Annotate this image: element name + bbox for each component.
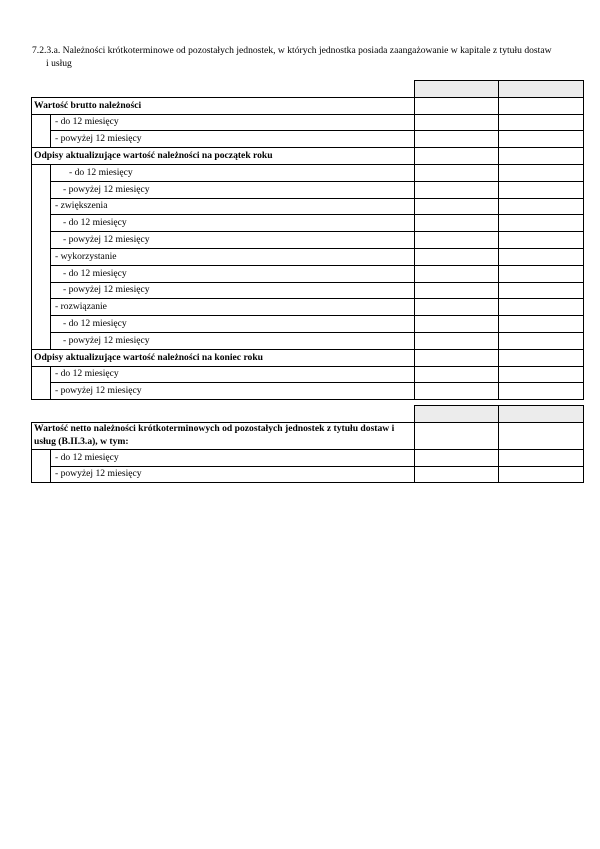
row-label: - powyżej 12 miesięcy bbox=[51, 232, 415, 249]
table-row bbox=[32, 181, 584, 198]
row-label: - powyżej 12 miesięcy bbox=[51, 181, 415, 198]
column-header-cell bbox=[499, 81, 584, 98]
value-cell bbox=[415, 97, 499, 114]
indent-cell bbox=[32, 282, 51, 299]
indent-cell bbox=[32, 198, 51, 215]
table-row bbox=[32, 97, 584, 114]
value-cell bbox=[415, 349, 499, 366]
table-row bbox=[32, 198, 584, 215]
table-row bbox=[32, 232, 584, 249]
value-cell bbox=[499, 164, 584, 181]
row-label: - zwiększenia bbox=[51, 198, 415, 215]
note-heading-line2: i usług bbox=[46, 58, 72, 69]
indent-cell bbox=[32, 316, 51, 333]
indent-cell bbox=[32, 131, 51, 148]
table-row bbox=[32, 422, 584, 449]
value-cell bbox=[499, 232, 584, 249]
value-cell bbox=[499, 349, 584, 366]
row-label: - do 12 miesięcy bbox=[51, 316, 415, 333]
table-row bbox=[32, 366, 584, 383]
row-label: - wykorzystanie bbox=[51, 248, 415, 265]
row-label: - powyżej 12 miesięcy bbox=[51, 383, 415, 400]
value-cell bbox=[415, 366, 499, 383]
value-cell bbox=[499, 422, 584, 449]
table-row bbox=[32, 332, 584, 349]
section-label: Odpisy aktualizujące wartość należności na początek roku bbox=[32, 148, 415, 165]
indent-cell bbox=[32, 466, 51, 483]
indent-cell bbox=[32, 232, 51, 249]
value-cell bbox=[415, 466, 499, 483]
row-label: - do 12 miesięcy bbox=[51, 164, 415, 181]
row-label: - powyżej 12 miesięcy bbox=[51, 131, 415, 148]
row-label: - rozwiązanie bbox=[51, 299, 415, 316]
value-cell bbox=[415, 383, 499, 400]
header-blank-cell bbox=[32, 406, 415, 423]
value-cell bbox=[499, 332, 584, 349]
column-header-cell bbox=[415, 406, 499, 423]
table-row bbox=[32, 265, 584, 282]
row-label: - do 12 miesięcy bbox=[51, 265, 415, 282]
value-cell bbox=[499, 366, 584, 383]
note-heading-line1: 7.2.3.a. Należności krótkoterminowe od pozostałych jednostek, w których jednostka posiada zaangażowanie w kapitale z tytułu dostaw bbox=[32, 45, 552, 56]
row-label: - powyżej 12 miesięcy bbox=[51, 466, 415, 483]
table-row bbox=[32, 316, 584, 333]
row-label: - do 12 miesięcy bbox=[51, 215, 415, 232]
indent-cell bbox=[32, 265, 51, 282]
value-cell bbox=[499, 316, 584, 333]
indent-cell bbox=[32, 114, 51, 131]
indent-cell bbox=[32, 248, 51, 265]
table-row bbox=[32, 248, 584, 265]
table-row bbox=[32, 148, 584, 165]
indent-cell bbox=[32, 332, 51, 349]
header-blank-cell bbox=[32, 81, 415, 98]
row-label: - do 12 miesięcy bbox=[51, 366, 415, 383]
value-cell bbox=[415, 248, 499, 265]
row-label: - powyżej 12 miesięcy bbox=[51, 282, 415, 299]
value-cell bbox=[499, 148, 584, 165]
value-cell bbox=[499, 198, 584, 215]
table-row bbox=[32, 164, 584, 181]
value-cell bbox=[415, 282, 499, 299]
value-cell bbox=[415, 332, 499, 349]
indent-cell bbox=[32, 383, 51, 400]
row-label: - do 12 miesięcy bbox=[51, 449, 415, 466]
value-cell bbox=[415, 449, 499, 466]
table-row bbox=[32, 349, 584, 366]
value-cell bbox=[415, 164, 499, 181]
table-row bbox=[32, 383, 584, 400]
note-heading bbox=[32, 44, 582, 70]
indent-cell bbox=[32, 164, 51, 181]
table-header-row bbox=[32, 81, 584, 98]
table-header-row bbox=[32, 406, 584, 423]
value-cell bbox=[499, 131, 584, 148]
value-cell bbox=[499, 248, 584, 265]
value-cell bbox=[415, 198, 499, 215]
value-cell bbox=[415, 265, 499, 282]
column-header-cell bbox=[415, 81, 499, 98]
value-cell bbox=[415, 131, 499, 148]
value-cell bbox=[499, 114, 584, 131]
table-row bbox=[32, 131, 584, 148]
indent-cell bbox=[32, 449, 51, 466]
value-cell bbox=[415, 148, 499, 165]
value-cell bbox=[499, 215, 584, 232]
column-header-cell bbox=[499, 406, 584, 423]
section-label: Wartość brutto należności bbox=[32, 97, 415, 114]
table-row bbox=[32, 282, 584, 299]
net-receivables-table bbox=[31, 405, 584, 483]
value-cell bbox=[499, 97, 584, 114]
value-cell bbox=[499, 299, 584, 316]
row-label: - powyżej 12 miesięcy bbox=[51, 332, 415, 349]
table-row bbox=[32, 215, 584, 232]
value-cell bbox=[499, 383, 584, 400]
row-label: - do 12 miesięcy bbox=[51, 114, 415, 131]
value-cell bbox=[415, 181, 499, 198]
indent-cell bbox=[32, 181, 51, 198]
section-label: Wartość netto należności krótkoterminowych od pozostałych jednostek z tytułu dostaw i usług (B.II.3.a), w tym: bbox=[32, 422, 415, 449]
value-cell bbox=[415, 215, 499, 232]
table-row bbox=[32, 466, 584, 483]
table-row bbox=[32, 449, 584, 466]
value-cell bbox=[499, 181, 584, 198]
value-cell bbox=[415, 299, 499, 316]
value-cell bbox=[499, 265, 584, 282]
section-label: Odpisy aktualizujące wartość należności na koniec roku bbox=[32, 349, 415, 366]
value-cell bbox=[499, 449, 584, 466]
value-cell bbox=[415, 316, 499, 333]
indent-cell bbox=[32, 215, 51, 232]
value-cell bbox=[499, 282, 584, 299]
value-cell bbox=[415, 422, 499, 449]
value-cell bbox=[415, 114, 499, 131]
value-cell bbox=[415, 232, 499, 249]
gross-receivables-table bbox=[31, 80, 584, 400]
table-row bbox=[32, 299, 584, 316]
table-row bbox=[32, 114, 584, 131]
value-cell bbox=[499, 466, 584, 483]
indent-cell bbox=[32, 299, 51, 316]
indent-cell bbox=[32, 366, 51, 383]
